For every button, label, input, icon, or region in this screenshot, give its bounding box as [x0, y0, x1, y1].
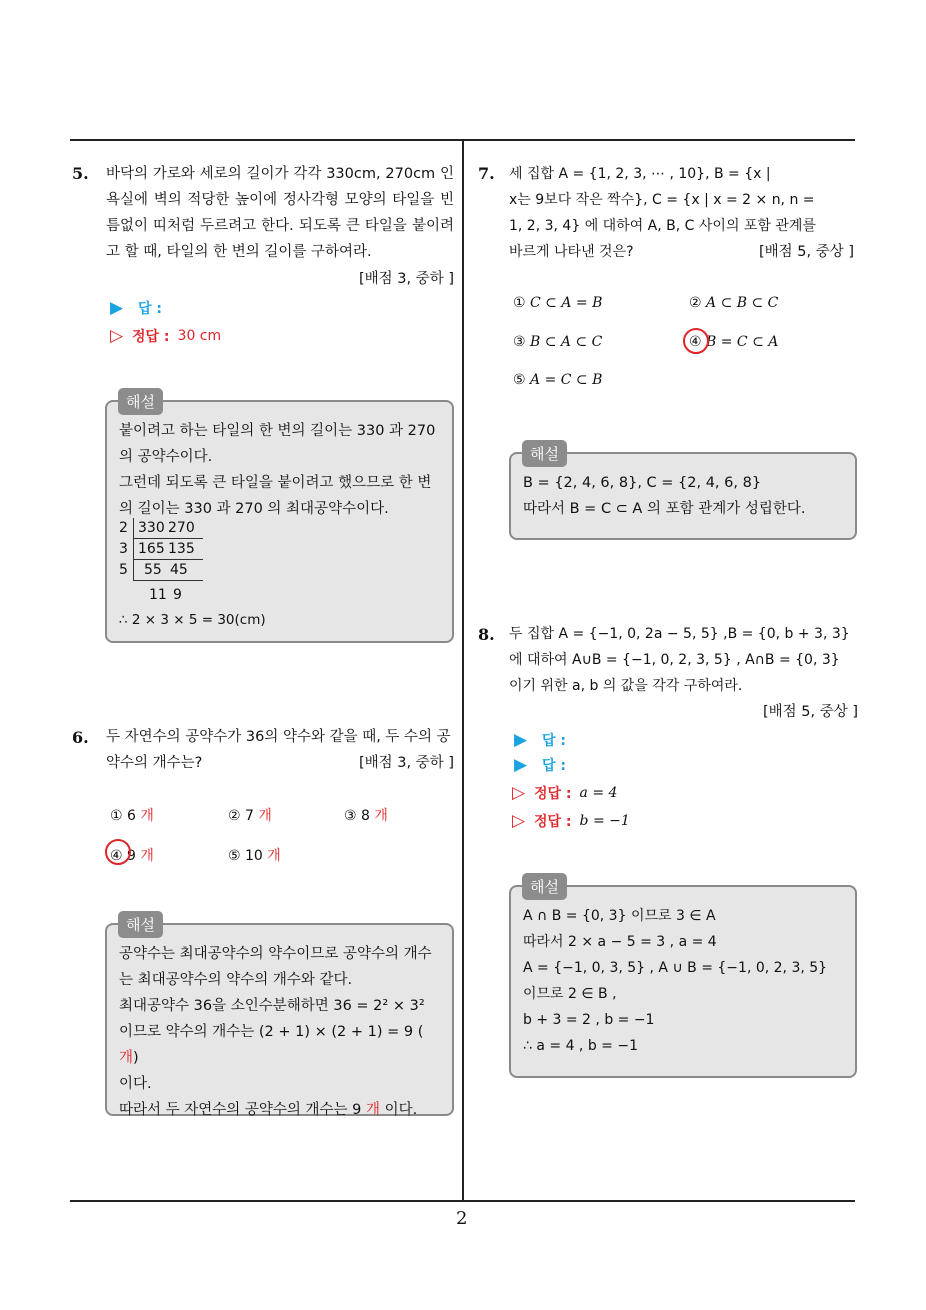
choice-number: 8 — [361, 808, 370, 824]
question-line: 두 집합 A = {−1, 0, 2a − 5, 5} ,B = {0, b + 3, 3} — [509, 626, 850, 642]
bottom-rule — [70, 1200, 855, 1202]
outline-triangle-icon: ▷ — [512, 811, 526, 831]
choice-number: 10 — [245, 848, 263, 864]
division-row — [119, 518, 440, 539]
explanation-line: ∴ a = 4 , b = −1 — [523, 1038, 638, 1054]
correct-value: 30 cm — [177, 328, 222, 344]
answer-label: 답 : — [138, 301, 162, 317]
conclusion-line: ∴ 2 × 3 × 5 = 30(cm) — [119, 612, 266, 628]
page-number: 2 — [456, 1208, 468, 1229]
choice-text: B ⊂ A ⊂ C — [530, 334, 603, 350]
choice-mark: ④ — [689, 334, 702, 350]
selected-answer-circle-icon — [105, 839, 131, 865]
question-text: 바닥의 가로와 세로의 길이가 각각 330cm, 270cm 인 욕실에 벽의 적당한 높이에 정사각형 모양의 타일을 빈틈없이 띠처럼 두르려고 한다. 되도록 큰 타일을 붙이려고 할 때, 타일의 한 변의 길이를 구하여라. — [106, 166, 454, 260]
dividends — [133, 560, 203, 581]
choice-unit: 개 — [258, 808, 272, 824]
correct-answer-row — [512, 779, 617, 807]
selected-answer-circle-icon — [683, 328, 709, 354]
explanation-tag: 해설 — [522, 440, 567, 467]
score-meta: [배점 5, 중상 ] — [762, 704, 858, 720]
choice-text: A = C ⊂ B — [530, 372, 603, 388]
choice-mark: ① — [110, 808, 123, 824]
quotient-b: 9 — [173, 587, 182, 603]
play-triangle-icon: ▶ — [514, 755, 528, 775]
choice-text: C ⊂ A = B — [530, 295, 603, 311]
choice-number: 9 — [127, 848, 136, 864]
divisor: 5 — [119, 562, 128, 578]
dividend-a: 55 — [144, 562, 162, 578]
divisor — [119, 581, 133, 605]
choice-3[interactable] — [513, 334, 602, 350]
explanation-line: B = {2, 4, 6, 8}, C = {2, 4, 6, 8} — [523, 475, 762, 491]
play-triangle-icon: ▶ — [110, 298, 124, 318]
dividend-a: 165 — [138, 541, 165, 557]
division-row — [119, 539, 440, 560]
score-meta: [배점 3, 중하 ] — [358, 271, 454, 287]
choice-mark: ⑤ — [513, 372, 526, 388]
choice-5[interactable] — [513, 372, 602, 388]
choice-unit: 개 — [140, 808, 154, 824]
answer-row — [514, 726, 566, 754]
correct-answer-row — [110, 322, 221, 350]
explanation-box — [105, 923, 454, 1116]
correct-label: 정답 : — [534, 814, 572, 830]
explanation-line: 최대공약수 36을 소인수분해하면 36 = 2² × 3² — [119, 998, 425, 1014]
question-line: 세 집합 A = {1, 2, 3, ⋯ , 10}, B = {x | — [509, 166, 771, 182]
explanation-line: A = {−1, 0, 3, 5} , A ∪ B = {−1, 0, 2, 3, 5} — [523, 960, 828, 976]
question-line: 바르게 나타낸 것은? — [509, 244, 634, 260]
question-line: 이기 위한 a, b 의 값을 각각 구하여라. — [509, 678, 743, 694]
choice-3[interactable] — [344, 805, 388, 825]
choice-unit: 개 — [140, 848, 154, 864]
choice-unit: 개 — [374, 808, 388, 824]
correct-answer-row — [512, 807, 630, 835]
choice-5[interactable] — [228, 845, 281, 865]
explanation-line: b + 3 = 2 , b = −1 — [523, 1012, 655, 1028]
explanation-line: 그런데 되도록 큰 타일을 붙이려고 했으므로 한 변의 길이는 330 과 270 의 최대공약수이다. — [119, 475, 432, 517]
question-number: 5. — [72, 164, 89, 183]
choice-mark: ② — [228, 808, 241, 824]
question-number: 6. — [72, 728, 89, 747]
score-meta: [배점 5, 중상 ] — [758, 244, 854, 260]
dividends — [133, 518, 203, 539]
explanation-box — [509, 885, 857, 1078]
explanation-line — [119, 1097, 440, 1123]
division-ladder — [119, 518, 440, 605]
outline-triangle-icon: ▷ — [110, 326, 124, 346]
choice-text: A ⊂ B ⊂ C — [706, 295, 779, 311]
explanation-line: 붙이려고 하는 타일의 한 변의 길이는 330 과 270 의 공약수이다. — [119, 423, 436, 465]
dividend-b: 135 — [168, 541, 195, 557]
choice-text: B = C ⊂ A — [706, 334, 779, 350]
answer-row — [514, 751, 566, 779]
answer-row — [110, 294, 162, 322]
correct-value: a = 4 — [579, 785, 618, 801]
choice-1[interactable] — [110, 805, 154, 825]
unit-highlight: 개 — [365, 1102, 380, 1118]
explanation-tag: 해설 — [522, 873, 567, 900]
dividend-b: 270 — [168, 520, 195, 536]
explanation-line: 따라서 2 × a − 5 = 3 , a = 4 — [523, 934, 717, 950]
choice-number: 6 — [127, 808, 136, 824]
choice-unit: 개 — [267, 848, 281, 864]
explanation-text: 따라서 두 자연수의 공약수의 개수는 9 — [119, 1102, 362, 1118]
question-line: x는 9보다 작은 짝수}, C = {x | x = 2 × n, n = — [509, 192, 815, 208]
question-line: 에 대하여 A∪B = {−1, 0, 2, 3, 5} , A∩B = {0, 3} — [509, 652, 840, 668]
choice-mark: ② — [689, 295, 702, 311]
explanation-line: A ∩ B = {0, 3} 이므로 3 ∈ A — [523, 908, 716, 924]
question-text: 두 자연수의 공약수가 36의 약수와 같을 때, 두 수의 공약수의 개수는? — [106, 729, 451, 771]
division-row — [119, 560, 440, 581]
choice-mark: ④ — [110, 848, 123, 864]
choice-mark: ① — [513, 295, 526, 311]
choice-2[interactable] — [689, 295, 778, 311]
choice-mark: ⑤ — [228, 848, 241, 864]
outline-triangle-icon: ▷ — [512, 783, 526, 803]
play-triangle-icon: ▶ — [514, 730, 528, 750]
dividends — [133, 585, 203, 605]
explanation-line: 이므로 2 ∈ B , — [523, 986, 617, 1002]
answer-label: 답 : — [542, 733, 566, 749]
explanation-line: 따라서 B = C ⊂ A 의 포함 관계가 성립한다. — [523, 501, 806, 517]
column-divider — [462, 139, 464, 1201]
explanation-tag: 해설 — [118, 388, 163, 415]
divisor: 2 — [119, 520, 128, 536]
score-meta: [배점 3, 중하 ] — [358, 755, 454, 771]
choice-1[interactable] — [513, 295, 602, 311]
dividend-b: 45 — [170, 562, 188, 578]
question-text — [509, 621, 859, 699]
dividend-a: 330 — [138, 520, 165, 536]
divisor: 3 — [119, 541, 128, 557]
choice-2[interactable] — [228, 805, 272, 825]
explanation-box — [105, 400, 454, 643]
question-number: 7. — [478, 164, 495, 183]
correct-value: b = −1 — [579, 813, 630, 829]
answer-label: 답 : — [542, 758, 566, 774]
explanation-line: 공약수는 최대공약수의 약수이므로 공약수의 개수는 최대공약수의 약수의 개수와 같다. — [119, 946, 432, 988]
explanation-line: 이다. — [119, 1076, 152, 1092]
correct-label: 정답 : — [534, 786, 572, 802]
quotient-a: 11 — [149, 587, 167, 603]
explanation-text: 이다. — [384, 1102, 418, 1118]
explanation-tag: 해설 — [118, 911, 163, 938]
division-row — [119, 581, 440, 605]
choice-mark: ③ — [513, 334, 526, 350]
explanation-text: 이므로 약수의 개수는 (2 + 1) × (2 + 1) = 9 ( — [119, 1024, 424, 1040]
question-line: 1, 2, 3, 4} 에 대하여 A, B, C 사이의 포함 관계를 — [509, 218, 816, 234]
question-number: 8. — [478, 625, 495, 644]
choice-mark: ③ — [344, 808, 357, 824]
choice-number: 7 — [245, 808, 254, 824]
correct-label: 정답 : — [132, 329, 170, 345]
unit-highlight: 개 — [119, 1050, 134, 1066]
dividends — [133, 539, 203, 560]
explanation-line: 이므로 약수의 개수는 (2 + 1) × (2 + 1) = 9 ( 개) — [119, 1024, 424, 1066]
